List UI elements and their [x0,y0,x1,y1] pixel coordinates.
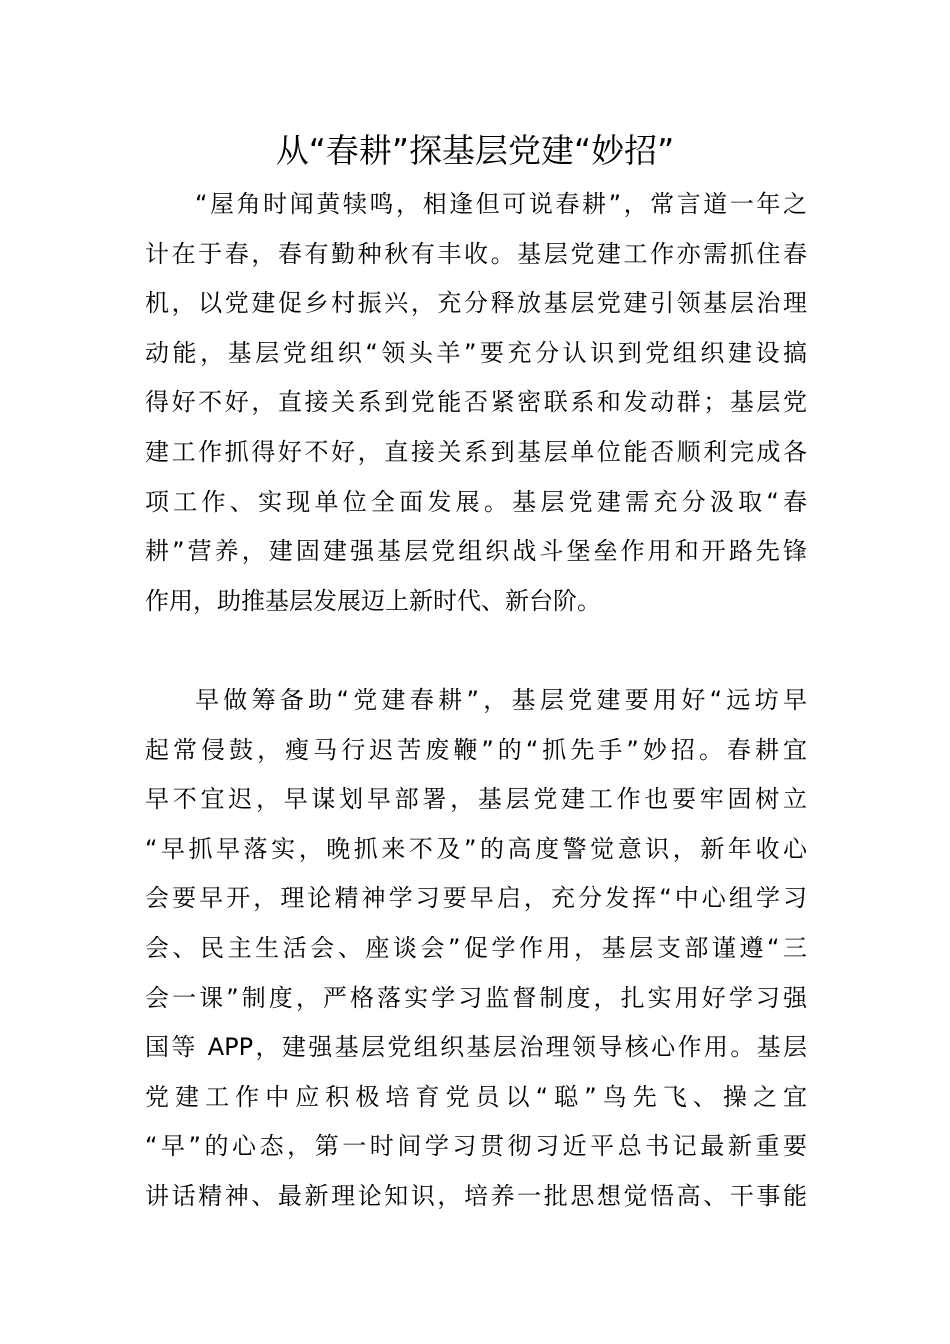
text-line: 早不宜迟，早谋划早部署，基层党建工作也要牢固树立 [145,785,807,814]
text-line: 起常侵鼓，瘦马行迟苦废鞭”的“抓先手”妙招。春耕宜 [145,735,807,764]
text-line: 早做筹备助“党建春耕”，基层党建要用好“远坊早 [195,686,807,714]
text-line: 会、民主生活会、座谈会”促学作用，基层支部谨遵“三 [145,933,807,962]
text-line: 计在于春，春有勤种秋有丰收。基层党建工作亦需抓住春 [145,239,807,268]
text-line: 耕”营养，建固建强基层党组织战斗堡垒作用和开路先锋 [145,537,807,566]
document-title: 从“春耕”探基层党建“妙招” [275,131,675,170]
text-line: 得好不好，直接关系到党能否紧密联系和发动群；基层党 [145,388,807,417]
text-line: 会一课”制度，严格落实学习监督制度，扎实用好学习强 [145,983,807,1012]
paragraph-2 [145,676,807,1222]
text-line: 动能，基层党组织“领头羊”要充分认识到党组织建设搞 [145,338,807,367]
text-line: 党建工作中应积极培育党员以“聪”鸟先飞、操之宜 [145,1082,807,1111]
text-line: “早”的心态，第一时间学习贯彻习近平总书记最新重要 [145,1132,807,1161]
paragraph-1 [145,180,807,626]
text-line: “早抓早落实，晚抓来不及”的高度警觉意识，新年收心 [145,834,807,863]
text-line: 作用，助推基层发展迈上新时代、新台阶。 [145,586,601,615]
text-line: 项工作、实现单位全面发展。基层党建需充分汲取“春 [145,487,807,516]
text-line: 会要早开，理论精神学习要早启，充分发挥“中心组学习 [145,884,807,913]
text-line: 讲话精神、最新理论知识，培养一批思想觉悟高、干事能 [145,1181,807,1210]
text-line: 建工作抓得好不好，直接关系到基层单位能否顺利完成各 [145,437,807,466]
text-line: 机，以党建促乡村振兴，充分释放基层党建引领基层治理 [145,289,807,318]
text-line: 国等 APP，建强基层党组织基层治理领导核心作用。基层 [145,1033,807,1062]
text-line: “屋角时闻黄犊鸣，相逢但可说春耕”，常言道一年之 [195,190,807,218]
